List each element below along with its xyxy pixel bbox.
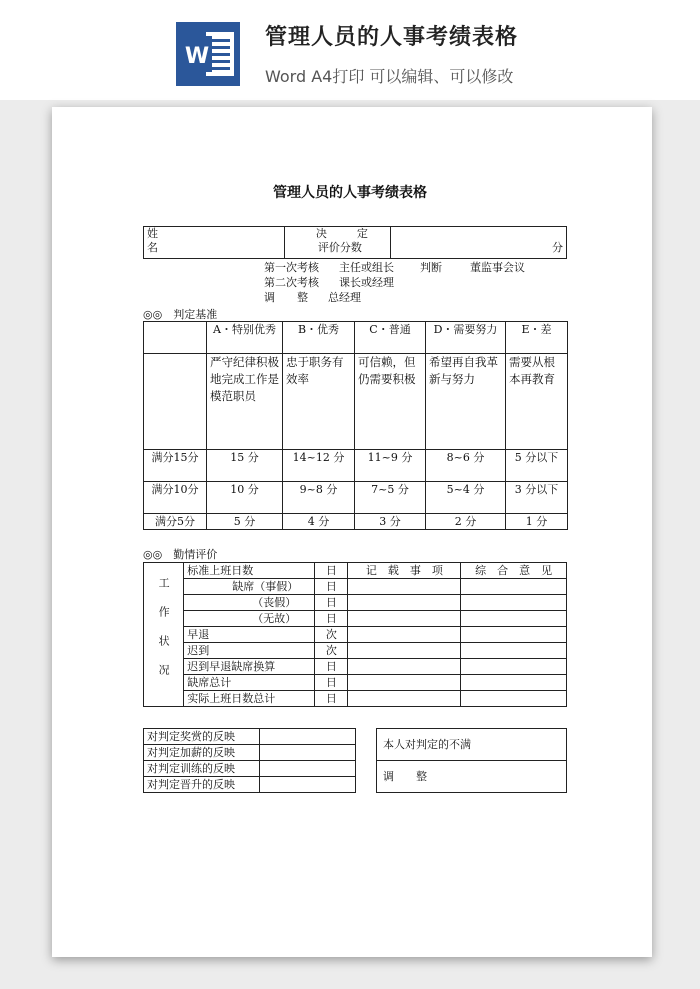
dissatisfaction-table xyxy=(376,728,567,793)
score-value-cell xyxy=(391,227,567,259)
attendance-unit: 日 xyxy=(315,611,348,627)
attendance-unit: 日 xyxy=(315,691,348,707)
review-1-board: 董监事会议 xyxy=(470,261,525,274)
decision-cell xyxy=(284,227,391,259)
banner-subtitle: Word A4打印 可以编辑、可以修改 xyxy=(265,67,514,86)
reflection-value xyxy=(260,745,356,761)
record-cell xyxy=(348,595,461,611)
score-cell: 2 分 xyxy=(426,514,506,530)
review-3-stage: 调 整 xyxy=(264,291,308,304)
attendance-table xyxy=(143,562,567,707)
score-cell: 8~6 分 xyxy=(426,450,506,482)
attendance-label: 缺席（事假） xyxy=(184,579,315,595)
decision-label-2: 定 xyxy=(356,227,368,240)
opinion-cell xyxy=(461,675,567,691)
attendance-label: 早退 xyxy=(184,627,315,643)
reflection-value xyxy=(260,761,356,777)
name-label-2: 名 xyxy=(147,241,158,254)
score-cell: 5~4 分 xyxy=(426,482,506,514)
score-label: 评价分数 xyxy=(317,241,362,254)
decision-label-1: 决 xyxy=(315,227,327,240)
grade-d: D・需要努力 xyxy=(426,322,506,354)
criteria-table xyxy=(143,321,568,530)
attendance-unit: 次 xyxy=(315,627,348,643)
attendance-label: 迟到 xyxy=(184,643,315,659)
score-cell: 10 分 xyxy=(207,482,283,514)
review-1-role: 主任或组长 xyxy=(339,261,394,274)
attendance-label: 迟到早退缺席换算 xyxy=(184,659,315,675)
record-cell xyxy=(348,659,461,675)
dissatisfaction-label: 本人对判定的不满 xyxy=(377,729,567,761)
work-status-text: 工作状况 xyxy=(157,576,171,693)
desc-a: 严守纪律积极地完成工作是模范职员 xyxy=(207,354,283,450)
attendance-unit: 次 xyxy=(315,643,348,659)
opinion-cell xyxy=(461,643,567,659)
opinion-cell xyxy=(461,595,567,611)
opinion-cell xyxy=(461,659,567,675)
opinion-cell xyxy=(461,691,567,707)
desc-d: 希望再自我革新与努力 xyxy=(426,354,506,450)
score-cell: 5 分以下 xyxy=(506,450,568,482)
score-cell: 5 分 xyxy=(207,514,283,530)
score-cell: 4 分 xyxy=(283,514,355,530)
header-banner xyxy=(0,0,700,100)
grade-a: A・特别优秀 xyxy=(207,322,283,354)
reflection-value xyxy=(260,729,356,745)
attendance-unit: 日 xyxy=(315,579,348,595)
desc-e: 需要从根本再教育 xyxy=(506,354,568,450)
record-cell xyxy=(348,579,461,595)
record-cell xyxy=(348,643,461,659)
score-unit: 分 xyxy=(552,241,563,254)
word-document-icon xyxy=(176,22,240,86)
attendance-section-label: ◎◎ 勤情评价 xyxy=(143,548,218,561)
description-label-cell xyxy=(144,354,207,450)
grade-b: B・优秀 xyxy=(283,322,355,354)
reflection-label: 对判定奖赏的反映 xyxy=(144,729,260,745)
score-cell: 3 分以下 xyxy=(506,482,568,514)
name-label-1: 姓 xyxy=(147,227,158,240)
score-cell: 7~5 分 xyxy=(355,482,426,514)
review-2-role: 课长或经理 xyxy=(339,276,394,289)
score-cell: 11~9 分 xyxy=(355,450,426,482)
score-cell: 3 分 xyxy=(355,514,426,530)
score-row-label: 满分5分 xyxy=(144,514,207,530)
opinion-header: 综 合 意 见 xyxy=(461,563,567,579)
record-cell xyxy=(348,611,461,627)
attendance-label: 缺席总计 xyxy=(184,675,315,691)
desc-c: 可信赖，但仍需要积极 xyxy=(355,354,426,450)
attendance-unit: 日 xyxy=(315,675,348,691)
reflection-value xyxy=(260,777,356,793)
attendance-unit: 日 xyxy=(315,563,348,579)
criteria-corner xyxy=(144,322,207,354)
review-1-stage: 第一次考核 xyxy=(264,261,319,274)
opinion-cell xyxy=(461,611,567,627)
opinion-cell xyxy=(461,579,567,595)
score-row-label: 满分15分 xyxy=(144,450,207,482)
record-cell xyxy=(348,627,461,643)
name-cell xyxy=(144,227,285,259)
reflection-table xyxy=(143,728,356,793)
grade-c: C・普通 xyxy=(355,322,426,354)
score-cell: 15 分 xyxy=(207,450,283,482)
review-row-1 xyxy=(264,259,525,275)
record-header: 记 载 事 项 xyxy=(348,563,461,579)
record-cell xyxy=(348,691,461,707)
attendance-unit: 日 xyxy=(315,659,348,675)
score-cell: 14~12 分 xyxy=(283,450,355,482)
criteria-section-label: ◎◎ 判定基准 xyxy=(143,308,218,321)
attendance-label: （丧假） xyxy=(184,595,315,611)
opinion-cell xyxy=(461,627,567,643)
desc-b: 忠于职务有效率 xyxy=(283,354,355,450)
work-status-side-label xyxy=(144,563,184,707)
adjust-label: 调 整 xyxy=(377,761,567,793)
attendance-label: 实际上班日数总计 xyxy=(184,691,315,707)
score-cell: 1 分 xyxy=(506,514,568,530)
banner-title: 管理人员的人事考绩表格 xyxy=(265,25,519,50)
word-icon-letter: W xyxy=(184,44,210,69)
reflection-label: 对判定加薪的反映 xyxy=(144,745,260,761)
review-2-stage: 第二次考核 xyxy=(264,276,319,289)
review-1-judge: 判断 xyxy=(420,261,442,274)
attendance-label: 标准上班日数 xyxy=(184,563,315,579)
record-cell xyxy=(348,675,461,691)
review-row-3 xyxy=(264,289,361,305)
reflection-label: 对判定晋升的反映 xyxy=(144,777,260,793)
score-cell: 9~8 分 xyxy=(283,482,355,514)
review-row-2 xyxy=(264,274,394,290)
attendance-unit: 日 xyxy=(315,595,348,611)
review-3-role: 总经理 xyxy=(328,291,361,304)
name-score-table xyxy=(143,226,567,259)
attendance-label: （无故） xyxy=(184,611,315,627)
document-title: 管理人员的人事考绩表格 xyxy=(273,185,427,201)
reflection-label: 对判定训练的反映 xyxy=(144,761,260,777)
grade-e: E・差 xyxy=(506,322,568,354)
score-row-label: 满分10分 xyxy=(144,482,207,514)
